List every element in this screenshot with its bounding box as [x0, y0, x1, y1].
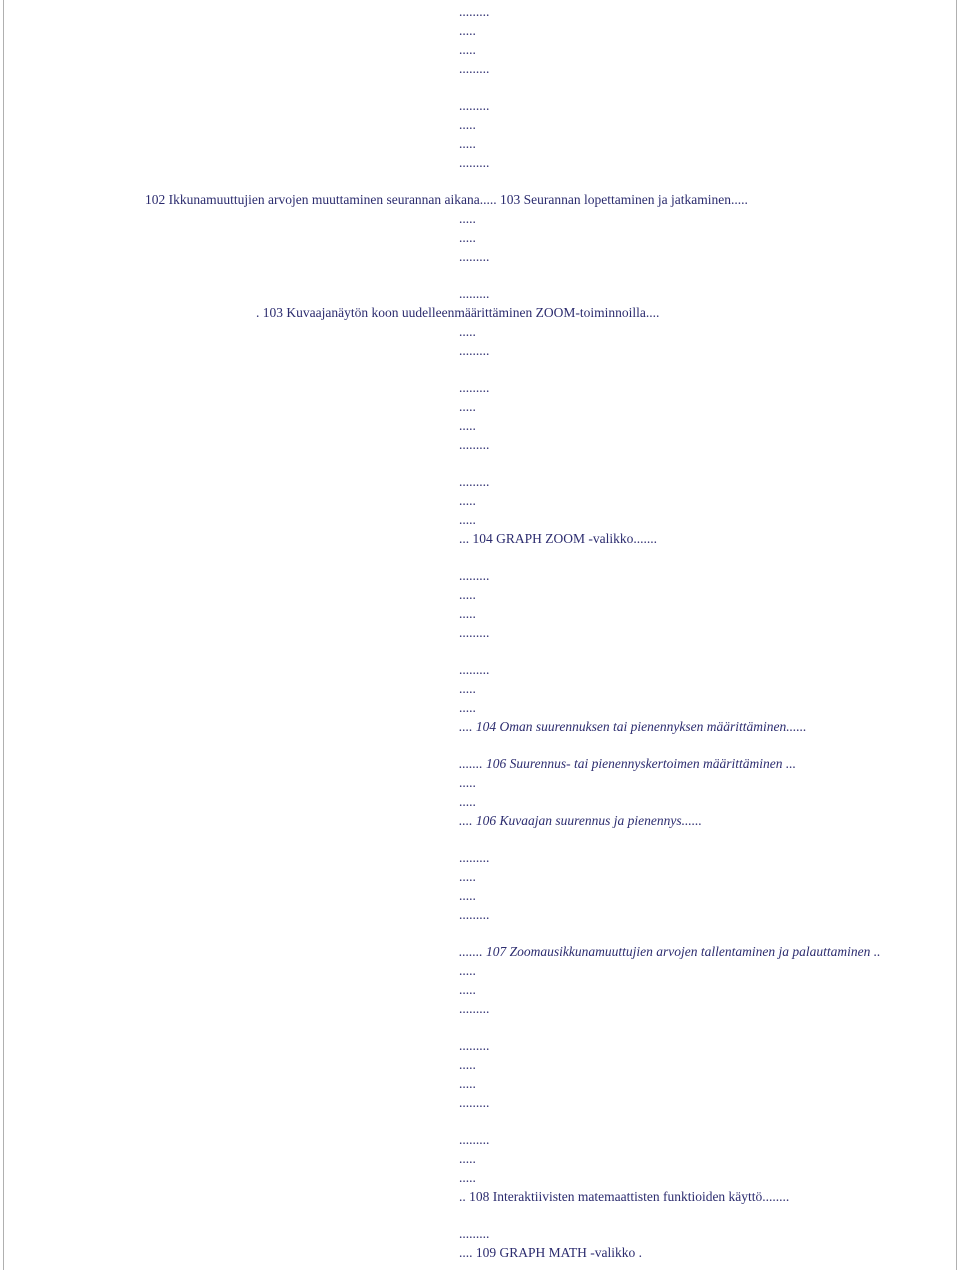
dot-leader: ..... [459, 963, 476, 978]
dot-leader: ......... [459, 380, 490, 395]
dot-leader: ..... [459, 42, 476, 57]
toc-entry[interactable]: ... 104 GRAPH ZOOM -valikko....... [459, 531, 657, 546]
dot-leader: ......... [459, 474, 490, 489]
dot-leader: ......... [459, 61, 490, 76]
dot-leader: ..... [459, 117, 476, 132]
toc-entry[interactable]: ....... 106 Suurennus- tai pienennyskertoimen määrittäminen ... [459, 756, 796, 771]
dot-leader: ..... [459, 1151, 476, 1166]
dot-leader: ..... [459, 399, 476, 414]
dot-leader: ......... [459, 1001, 490, 1016]
dot-leader: ..... [459, 982, 476, 997]
dot-leader: ..... [459, 1170, 476, 1185]
dot-leader: ..... [459, 136, 476, 151]
toc-entry[interactable]: .... 104 Oman suurennuksen tai pienennyksen määrittäminen...... [459, 719, 807, 734]
dot-leader: ......... [459, 98, 490, 113]
dot-leader: ..... [459, 888, 476, 903]
dot-leader: ..... [459, 587, 476, 602]
dot-leader: ..... [459, 869, 476, 884]
dot-leader: ..... [459, 1076, 476, 1091]
dot-leader: ..... [459, 230, 476, 245]
dot-leader: ......... [459, 907, 490, 922]
dot-leader: ..... [459, 324, 476, 339]
page-left-edge [3, 0, 4, 1270]
dot-leader: ......... [459, 155, 490, 170]
dot-leader: ..... [459, 681, 476, 696]
dot-leader: ..... [459, 606, 476, 621]
dot-leader: ......... [459, 568, 490, 583]
dot-leader: ......... [459, 437, 490, 452]
dot-leader: ......... [459, 1226, 490, 1241]
toc-entry[interactable]: .... 106 Kuvaajan suurennus ja pienennys...... [459, 813, 702, 828]
dot-leader: ..... [459, 794, 476, 809]
toc-entry[interactable]: . 103 Kuvaajanäytön koon uudelleenmäärittäminen ZOOM-toiminnoilla.... [256, 305, 660, 320]
dot-leader: ..... [459, 775, 476, 790]
dot-leader: ..... [459, 23, 476, 38]
dot-leader: ......... [459, 286, 490, 301]
toc-entry[interactable]: .. 108 Interaktiivisten matemaattisten funktioiden käyttö........ [459, 1189, 790, 1204]
dot-leader: ......... [459, 4, 490, 19]
dot-leader: ......... [459, 1095, 490, 1110]
dot-leader: ......... [459, 343, 490, 358]
dot-leader: ......... [459, 625, 490, 640]
dot-leader: ......... [459, 1038, 490, 1053]
toc-entry[interactable]: 102 Ikkunamuuttujien arvojen muuttaminen seurannan aikana..... 103 Seurannan lopettaminen ja jatkaminen..... [145, 192, 748, 207]
page-right-edge [956, 0, 957, 1270]
dot-leader: ..... [459, 418, 476, 433]
dot-leader: ..... [459, 1057, 476, 1072]
dot-leader: ......... [459, 249, 490, 264]
dot-leader: ..... [459, 512, 476, 527]
toc-entry[interactable]: ....... 107 Zoomausikkunamuuttujien arvojen tallentaminen ja palauttaminen .. [459, 944, 881, 959]
dot-leader: ......... [459, 1132, 490, 1147]
dot-leader: ..... [459, 493, 476, 508]
dot-leader: ......... [459, 662, 490, 677]
dot-leader: ..... [459, 211, 476, 226]
dot-leader: ..... [459, 700, 476, 715]
toc-entry[interactable]: .... 109 GRAPH MATH -valikko . [459, 1245, 643, 1260]
dot-leader: ......... [459, 850, 490, 865]
